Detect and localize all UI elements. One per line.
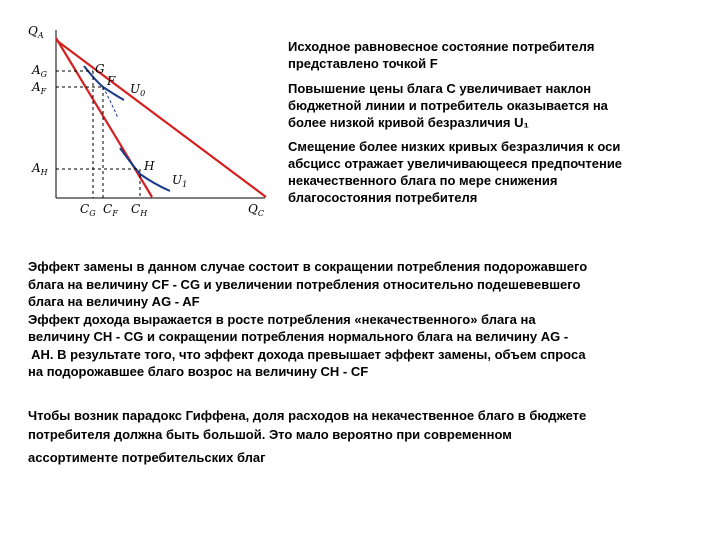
note-line: представлено точкой F: [288, 56, 438, 71]
paragraph-line: потребителя должна быть большой. Это мало вероятно при современном: [28, 427, 512, 442]
note-line: некачественного блага по мере снижения: [288, 173, 558, 188]
curve-label-u0: $U_0$: [130, 82, 146, 98]
note-price-increase: [288, 80, 688, 131]
point-label-f: F: [107, 74, 116, 88]
paragraph-effects: [28, 258, 693, 381]
note-line: бюджетной линии и потребитель оказывается на: [288, 98, 608, 113]
note-line: Повышение цены блага С увеличивает наклон: [288, 81, 592, 96]
paragraph-line: Чтобы возник парадокс Гиффена, доля расходов на некачественное благо в бюджете: [28, 408, 587, 423]
paragraph-line: блага на величину CF - CG и увеличении потребления относительно подешевевшего: [28, 276, 581, 292]
tick-label-ch: $C_H$: [131, 202, 148, 218]
giffen-diagram: [0, 0, 285, 240]
y-axis-label: $Q_A$: [28, 24, 44, 40]
paragraph-line: AH. В результате того, что эффект дохода превышает эффект замены, объем спроса: [28, 346, 586, 362]
budget-line-initial: [56, 40, 266, 197]
x-axis-label: $Q_C$: [248, 202, 264, 218]
dashed-guides: [56, 71, 140, 198]
paragraph-line: блага на величину AG - AF: [28, 294, 200, 309]
paragraph-giffen: [28, 406, 693, 467]
note-line: абсцисс отражает увеличивающееся предпочтение: [288, 156, 623, 171]
paragraph-line: Эффект дохода выражается в росте потребления «некачественного» блага на: [28, 311, 536, 327]
note-line: Смещение более низких кривых безразличия к оси: [288, 139, 621, 154]
note-equilibrium: [288, 38, 688, 72]
tick-label-cg: $C_G$: [80, 202, 96, 218]
note-curve-shift: [288, 138, 688, 206]
paragraph-line: ассортименте потребительских благ: [28, 450, 266, 465]
note-line: Исходное равновесное состояние потребителя: [288, 39, 595, 54]
point-label-g: G: [95, 62, 105, 76]
tick-label-af: $A_F$: [32, 80, 47, 96]
paragraph-line: величину CH - CG и сокращении потребления нормального блага на величину AG -: [28, 329, 569, 344]
tick-label-ah: $A_H$: [32, 161, 48, 177]
note-line: более низкой кривой безразличия U₁: [288, 115, 529, 130]
note-line: благосостояния потребителя: [288, 190, 478, 205]
tick-label-ag: $A_G$: [32, 63, 48, 79]
tick-label-cf: $C_F$: [103, 202, 118, 218]
paragraph-line: Эффект замены в данном случае состоит в сокращении потребления подорожавшего: [28, 259, 588, 274]
point-label-h: H: [144, 159, 155, 173]
curve-label-u1: $U_1$: [172, 173, 188, 189]
paragraph-line: на подорожавшее благо возрос на величину CH - CF: [28, 364, 369, 379]
